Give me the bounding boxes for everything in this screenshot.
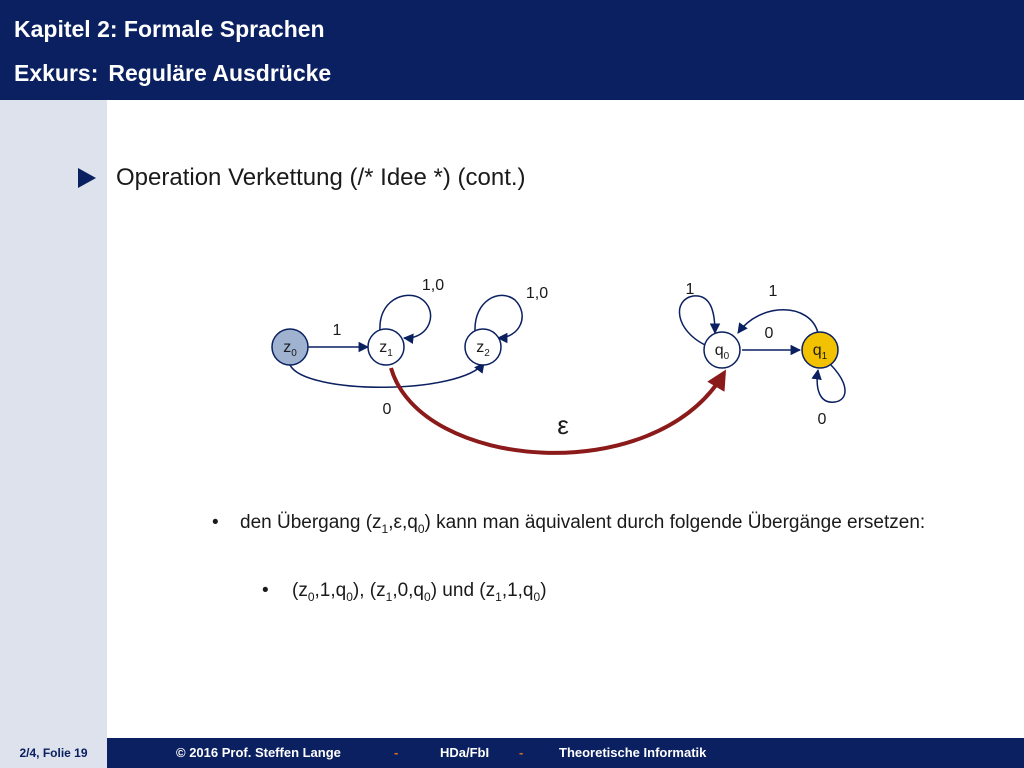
- label-loop-z1: 1,0: [421, 277, 445, 294]
- loop-q1: [817, 365, 845, 402]
- label-z0-z2: 0: [382, 401, 392, 418]
- state-z2-label: $z_2$: [476, 339, 490, 359]
- label-z0-z1: 1: [332, 322, 342, 339]
- footer-org: HDa/FbI: [440, 745, 490, 760]
- bullet-dot: •: [212, 512, 219, 533]
- label-q0-q1: 0: [764, 325, 774, 342]
- bullet-dot: •: [262, 580, 269, 601]
- state-q0-label: $q_0$: [714, 342, 730, 362]
- label-loop-q1: 0: [817, 411, 827, 428]
- chapter-title: Kapitel 2: Formale Sprachen: [14, 16, 325, 42]
- excursion-name: Reguläre Ausdrücke: [108, 60, 332, 86]
- bullet-1-text: den Übergang $(z_1,\varepsilon,q_0)$ kann man äquivalent durch folgende Übergänge ersetzen:: [240, 512, 926, 536]
- slide-footer: [0, 738, 1024, 768]
- label-loop-z2: 1,0: [525, 285, 549, 302]
- state-q0: [704, 332, 740, 368]
- label-q1-q0: 1: [768, 283, 778, 300]
- footer-course: Theoretische Informatik: [559, 745, 707, 760]
- state-z1: [368, 329, 404, 365]
- footer-bar: [107, 738, 1024, 768]
- footer-separator: -: [519, 745, 524, 760]
- state-z2: [465, 329, 501, 365]
- footer-copyright: © 2016 Prof. Steffen Lange: [176, 745, 341, 760]
- heading-text: Operation Verkettung (/* Idee *) (cont.): [116, 164, 526, 191]
- label-loop-q0: 1: [685, 281, 695, 298]
- edge-q1-q0: [738, 310, 818, 333]
- footer-separator: -: [394, 745, 399, 760]
- edge-z0-z2: [290, 363, 484, 387]
- slide-number: 2/4, Folie 19: [0, 738, 107, 768]
- bullet-2-text: $(z_0,1,q_0)$, $(z_1,0,q_0)$ und $(z_1,1,q_0)$: [292, 580, 547, 604]
- state-z0: [272, 329, 308, 365]
- label-epsilon: ε: [557, 410, 569, 440]
- state-q1-label: $q_1$: [812, 342, 828, 362]
- state-q1: [802, 332, 838, 368]
- excursion-prefix: Exkurs:: [14, 60, 99, 86]
- state-z1-label: $z_1$: [379, 339, 393, 359]
- state-z0-label: $z_0$: [283, 339, 297, 359]
